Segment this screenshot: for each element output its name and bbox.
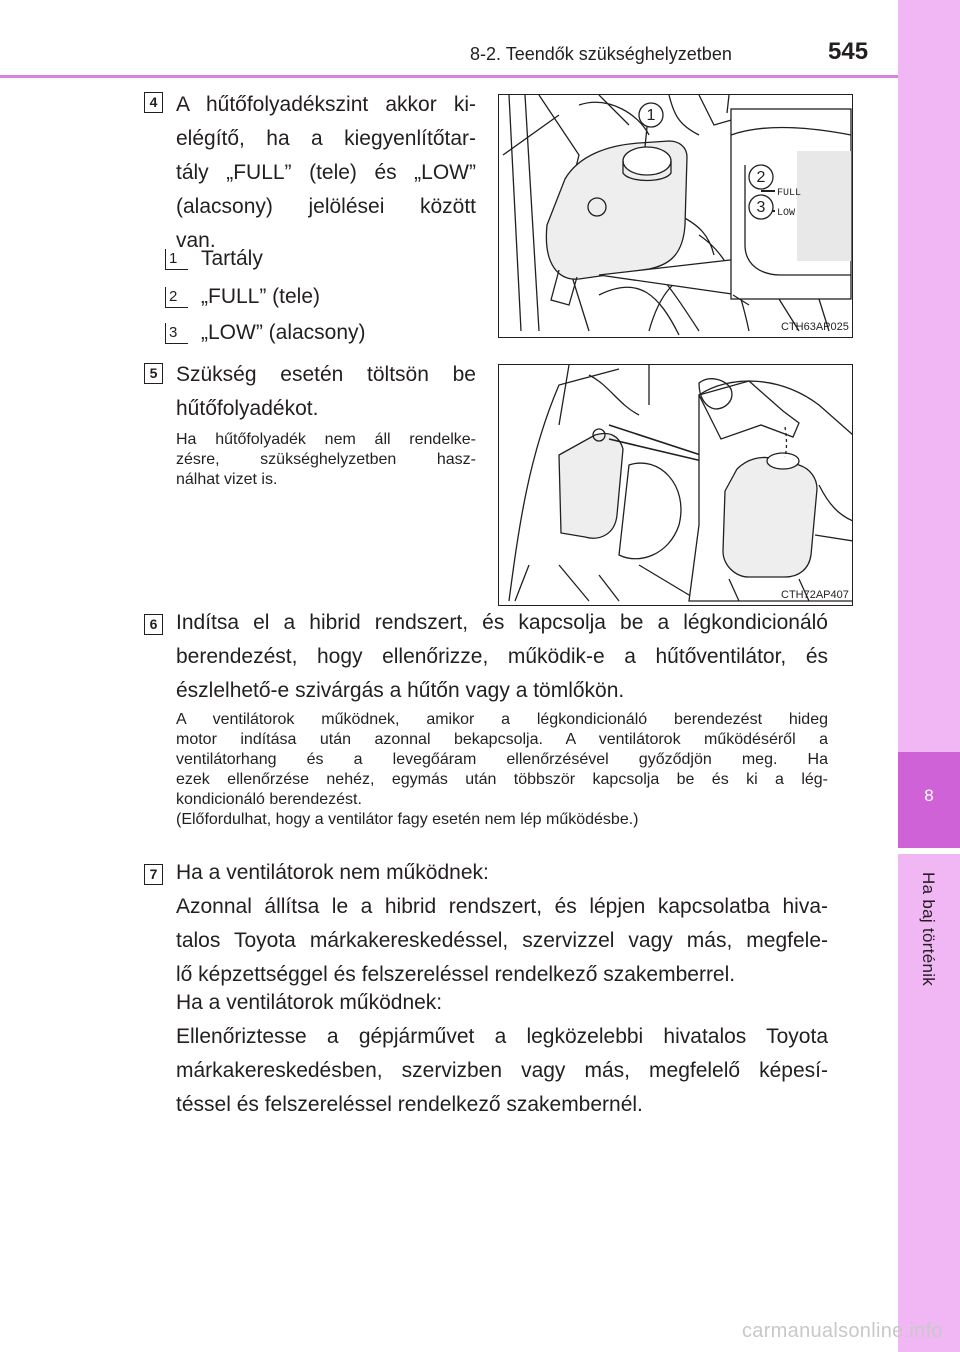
step7-line: Ellenőriztesse a gépjárművet a legközelebbi hivatalos Toyota [176,1025,828,1048]
figure-code: CTH72AP407 [781,589,849,601]
chapter-number: 8 [924,786,934,805]
low-mark: LOW [777,208,796,219]
step4-line: A hűtőfolyadékszint akkor ki- [176,93,476,116]
chapter-title: Ha baj történik [919,872,938,987]
list-item [165,244,263,274]
step-badge-6: 6 [144,614,163,635]
step7-line: Ha a ventilátorok működnek: [176,991,443,1014]
full-mark: FULL [777,188,802,199]
chapter-separator [898,848,960,854]
step7-line: téssel és felszereléssel rendelkező szakembernél. [176,1093,643,1116]
step7-line: Azonnal állítsa le a hibrid rendszert, és lépjen kapcsolatba hiva- [176,895,828,918]
item-number: 3 [165,323,188,344]
step4-line: tály „FULL” (tele) és „LOW” [176,161,476,184]
step-badge-4: 4 [144,92,163,113]
note-line: kondicionáló berendezést. [176,791,362,808]
step5-line: hűtőfolyadékot. [176,397,319,420]
step6-line: berendezést, hogy ellenőrizze, működik-e a hűtőventilátor, és [176,645,828,668]
step4-text [176,88,476,258]
note-line: motor indítása után azonnal bekapcsolja. A ventilátorok működéséről a [176,731,828,748]
coolant-reservoir-illustration [498,94,853,338]
step7-line: talos Toyota márkakereskedéssel, szervizzel vagy más, megfele- [176,929,828,952]
item-number: 2 [165,287,188,308]
step5-text [176,358,476,426]
step7-line: márkakereskedésben, szervizben vagy más, megfelelő képesí- [176,1059,828,1082]
list-item [165,318,366,348]
figure-code: CTH63AP025 [781,321,849,333]
chapter-side-tab [898,0,960,1352]
step7-text-a [176,856,828,992]
note-line: (Előfordulhat, hogy a ventilátor fagy esetén nem lép működésbe.) [176,811,639,828]
note-line: zésre, szükséghelyzetben hasz- [176,451,476,468]
note-line: ezek ellenőrzése nehéz, egymás után többször kapcsolja be és ki a lég- [176,771,828,788]
step5-line: Szükség esetén töltsön be [176,363,476,386]
coolant-refill-illustration [498,364,853,606]
engine-bay-drawing [499,95,853,338]
step6-line: észlelhető-e szivárgás a hűtőn vagy a tömlőkön. [176,679,625,702]
step7-line: lő képzettséggel és felszereléssel rendelkező szakemberrel. [176,963,736,986]
note-line: A ventilátorok működnek, amikor a légkondicionáló berendezést hideg [176,711,828,728]
step6-note [176,710,828,830]
header-rule [0,75,898,78]
step-badge-5: 5 [144,363,163,384]
note-line: Ha hűtőfolyadék nem áll rendelke- [176,431,476,448]
note-line: nálhat vizet is. [176,471,278,488]
engine-bay-refill-drawing [499,365,853,606]
callout-3: 3 [756,199,766,216]
item-label: „LOW” (alacsony) [201,321,366,344]
callout-2: 2 [756,169,766,186]
watermark: carmanualsonline.info [742,1320,943,1342]
step7-text-b [176,986,828,1122]
section-title: 8-2. Teendők szükséghelyzetben [470,44,732,64]
note-line: ventilátorhang és a levegőáram ellenőrzésével győződjön meg. Ha [176,751,828,768]
step4-line: elégítő, ha a kiegyenlítőtar- [176,127,476,150]
step-badge-7: 7 [144,864,163,885]
step5-note [176,430,476,490]
step6-text [176,606,828,708]
callout-1: 1 [646,107,656,124]
step7-line: Ha a ventilátorok nem működnek: [176,861,489,884]
page-number: 545 [828,38,869,65]
list-item [165,282,320,312]
item-label: Tartály [201,247,263,270]
item-label: „FULL” (tele) [201,285,321,308]
item-number: 1 [165,249,188,270]
step4-line: (alacsony) jelölései között [176,195,476,218]
step6-line: Indítsa el a hibrid rendszert, és kapcsolja be a légkondicionáló [176,611,828,634]
step4-line: van. [176,229,216,252]
